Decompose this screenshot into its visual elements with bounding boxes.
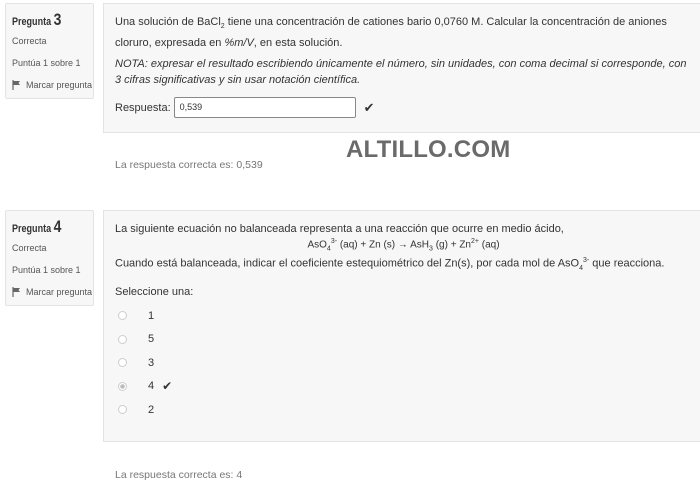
question-state: Correcta bbox=[12, 243, 47, 253]
radio-button[interactable] bbox=[118, 335, 127, 344]
answer-label: Respuesta: bbox=[115, 101, 171, 114]
question-feedback-3: La respuesta correcta es: 0,539 bbox=[115, 159, 263, 171]
option-label: 4 bbox=[148, 380, 155, 393]
question-grade: Puntúa 1 sobre 1 bbox=[12, 58, 81, 68]
flag-question-link[interactable] bbox=[12, 80, 93, 90]
question-number: Pregunta 4 bbox=[12, 217, 62, 236]
question-number-value: 3 bbox=[53, 10, 62, 29]
question-info-3 bbox=[5, 3, 94, 99]
option-label: 5 bbox=[148, 333, 155, 346]
option-label: 2 bbox=[148, 403, 155, 416]
radio-button[interactable] bbox=[118, 311, 127, 320]
option-label: 1 bbox=[148, 309, 155, 322]
radio-button[interactable] bbox=[118, 358, 127, 367]
question-grade: Puntúa 1 sobre 1 bbox=[12, 265, 81, 275]
answer-option[interactable] bbox=[115, 304, 692, 328]
watermark: ALTILLO.COM bbox=[346, 136, 511, 163]
flag-question-label: Marcar pregunta bbox=[26, 80, 93, 90]
flag-icon bbox=[12, 80, 22, 90]
question-number-value: 4 bbox=[53, 217, 62, 236]
answer-input[interactable]: 0,539 bbox=[174, 97, 356, 118]
chemical-equation: AsO$_4^{3-}$ (aq) + Zn (s) → AsH$_3$ $(g) + Zn^{2+}$ (aq) bbox=[307, 238, 500, 253]
answer-option[interactable] bbox=[115, 328, 692, 352]
question-content-4 bbox=[103, 210, 700, 442]
radio-button[interactable] bbox=[118, 405, 127, 414]
flag-question-label: Marcar pregunta bbox=[26, 287, 93, 297]
question-text: Una solución de BaCl$_2$ tiene una concentración de cationes bario 0,0760 M. Calcular la concentración de aniones cloruro, expresada en %m/V, en esta solución. bbox=[115, 16, 667, 50]
question-feedback-4: La respuesta correcta es: 4 bbox=[115, 469, 243, 481]
select-prompt: Seleccione una: bbox=[115, 286, 194, 299]
question-content-3 bbox=[103, 3, 700, 133]
radio-button-checked[interactable] bbox=[118, 382, 127, 391]
correct-check-icon: ✔ bbox=[363, 99, 375, 115]
question-note: NOTA: expresar el resultado escribiendo únicamente el número, sin unidades, con coma decimal si corresponde, con 3 cifras significativas y sin usar notación científica. bbox=[115, 58, 687, 87]
question-intro: La siguiente ecuación no balanceada representa a una reacción que ocurre en medio ácido, bbox=[115, 223, 564, 235]
answer-option-selected[interactable] bbox=[115, 375, 692, 399]
answer-options bbox=[115, 304, 692, 422]
answer-row bbox=[115, 97, 692, 118]
question-info-4 bbox=[5, 210, 94, 306]
correct-check-icon: ✔ bbox=[162, 379, 173, 394]
question-text: Cuando está balanceada, indicar el coeficiente estequiométrico del Zn(s), por cada mol de AsO$_4^{3-}$ que reacciona. bbox=[115, 257, 665, 273]
question-number: Pregunta 3 bbox=[12, 10, 62, 29]
answer-option[interactable] bbox=[115, 351, 692, 375]
question-state: Correcta bbox=[12, 36, 47, 46]
flag-icon bbox=[12, 287, 22, 297]
option-label: 3 bbox=[148, 356, 155, 369]
answer-option[interactable] bbox=[115, 398, 692, 422]
flag-question-link[interactable] bbox=[12, 287, 93, 297]
